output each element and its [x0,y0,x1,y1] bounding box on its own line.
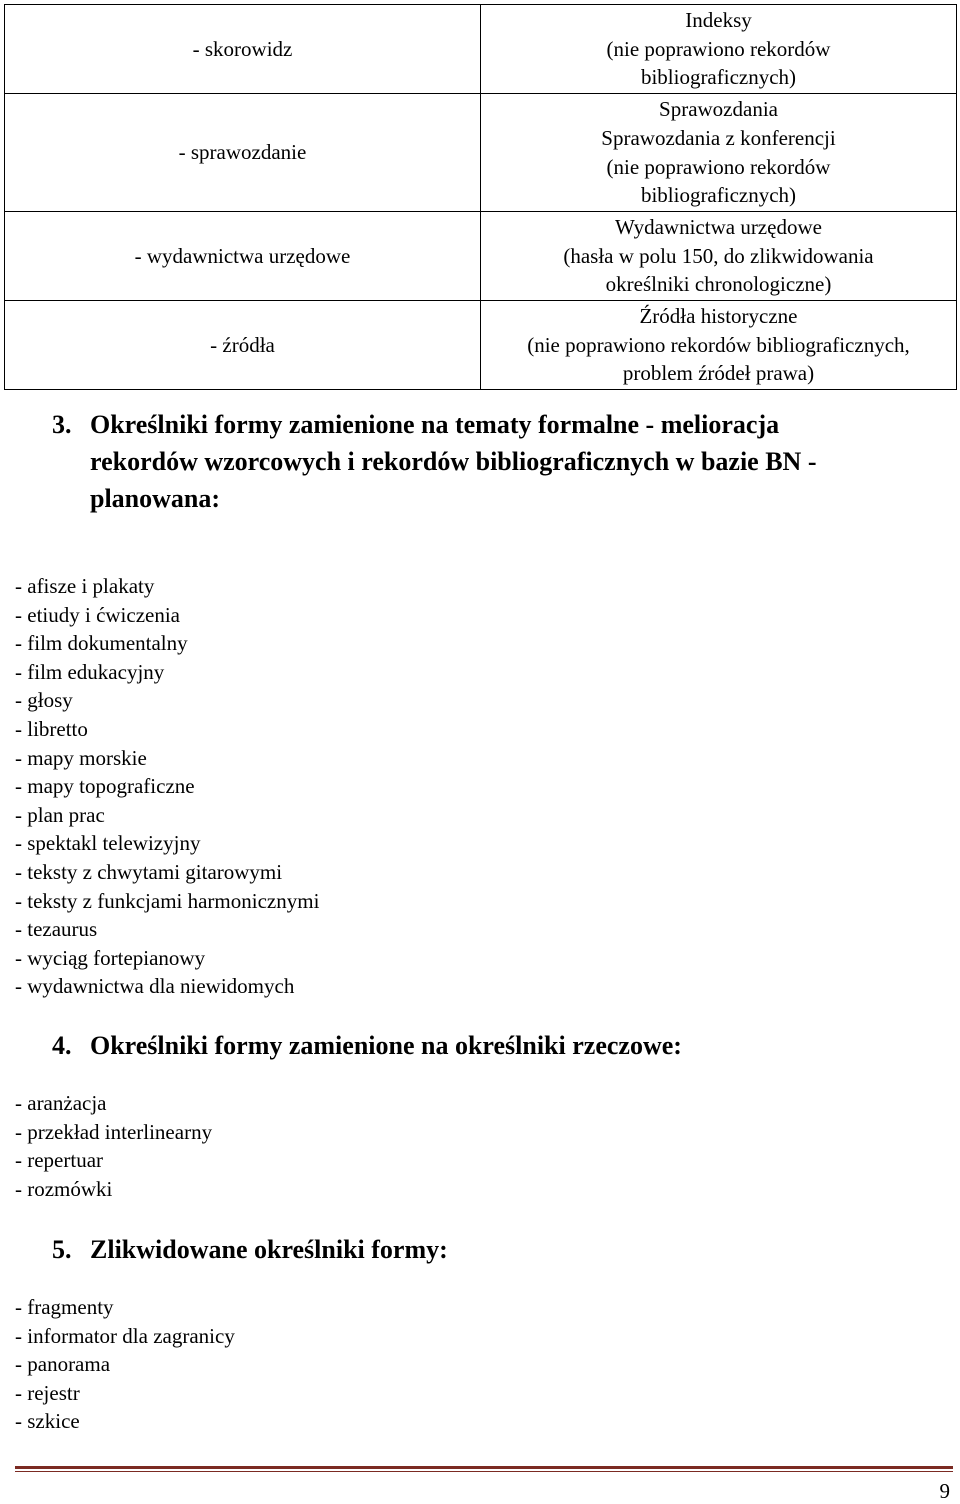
cell-line: Sprawozdania [659,97,778,122]
list-item: - przekład interlinearny [15,1119,213,1144]
cell-line: Sprawozdania z konferencji [601,125,836,150]
table-cell-old-term: - sprawozdanie [5,94,481,212]
cell-line: (nie poprawiono rekordów [606,154,831,179]
cell-line: Źródła historyczne [639,304,798,329]
list-item: - teksty z chwytami gitarowymi [15,859,283,884]
section-3-heading [52,406,817,517]
table-cell-new-term [481,5,957,94]
list-item: - teksty z funkcjami harmonicznymi [15,888,320,913]
table-cell-new-term [481,301,957,390]
list-item: - mapy topograficzne [15,774,195,799]
cell-line: problem źródeł prawa) [622,361,815,386]
section-number: 3. [52,410,72,439]
table-row [5,211,957,300]
footer-rule-thin [15,1471,953,1472]
footer-rule [15,1466,953,1469]
list-item: - film edukacyjny [15,659,165,684]
list-item: - fragmenty [15,1295,114,1319]
cell-line: określniki chronologiczne) [605,272,832,297]
list-item: - afisze i plakaty [15,574,155,598]
cell-line: Wydawnictwa urzędowe [615,214,822,239]
page-number: 9 [939,1479,950,1503]
heading-line: Określniki formy zamienione na określniki rzeczowe: [90,1031,682,1060]
cell-line: Indeksy [685,8,752,32]
cell-line: (hasła w polu 150, do zlikwidowania [563,243,874,268]
list-item: - głosy [15,688,73,713]
list-item: - plan prac [15,802,105,827]
table-cell-new-term [481,94,957,212]
section-3-list [15,572,319,1001]
heading-line: rekordów wzorcowych i rekordów bibliograficznych w bazie BN - [90,447,817,476]
list-item: - rejestr [15,1380,80,1405]
list-item: - libretto [15,716,88,741]
table-row [5,301,957,390]
section-number: 4. [52,1031,72,1060]
list-item: - szkice [15,1409,80,1434]
list-item: - film dokumentalny [15,631,188,656]
table-cell-old-term: - wydawnictwa urzędowe [5,211,481,300]
cell-line: bibliograficznych) [640,183,797,208]
section-number: 5. [52,1235,72,1264]
list-item: - panorama [15,1352,111,1377]
table-cell-new-term [481,211,957,300]
list-item: - mapy morskie [15,745,147,770]
list-item: - wyciąg fortepianowy [15,945,206,970]
list-item: - spektakl telewizyjny [15,831,201,856]
section-4-heading [52,1027,682,1064]
section-5-heading [52,1231,448,1268]
table-row [5,94,957,212]
mapping-table [4,4,957,390]
cell-line: (nie poprawiono rekordów bibliograficznych, [527,332,910,357]
list-item: - tezaurus [15,917,98,942]
cell-line: bibliograficznych) [640,65,797,90]
table-cell-old-term: - źródła [5,301,481,390]
table-cell-old-term: - skorowidz [5,5,481,94]
list-item: - informator dla zagranicy [15,1323,235,1348]
heading-line: Określniki formy zamienione na tematy formalne - melioracja [90,410,780,439]
list-item: - etiudy i ćwiczenia [15,602,181,627]
cell-line: (nie poprawiono rekordów [606,36,831,61]
heading-line: Zlikwidowane określniki formy: [90,1235,448,1264]
list-item: - wydawnictwa dla niewidomych [15,974,295,999]
table-row [5,5,957,94]
list-item: - aranżacja [15,1091,107,1115]
section-5-list [15,1293,235,1436]
heading-line: planowana: [90,484,221,513]
list-item: - repertuar [15,1148,104,1173]
section-4-list [15,1089,212,1203]
list-item: - rozmówki [15,1176,113,1201]
